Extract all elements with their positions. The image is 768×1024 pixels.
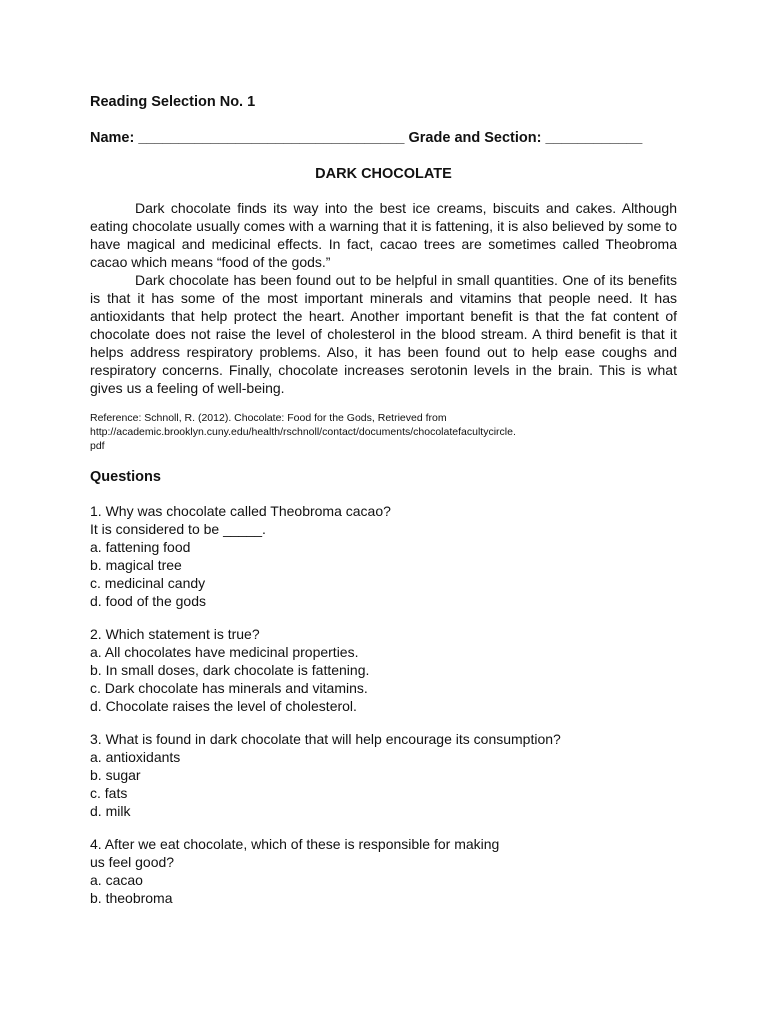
reference-line-1: Reference: Schnoll, R. (2012). Chocolate: Food for the Gods, Retrieved from [90,412,447,424]
name-label: Name: [90,130,135,146]
passage-paragraph-2: Dark chocolate has been found out to be helpful in small quantities. One of its benefits is that it has some of the most important minerals and vitamins that people need. It has antioxidants that help protect the heart. Another important benefit is that the fat content of chocolate does not raise the level of cholesterol in the blood stream. A third benefit is that it helps address respiratory problems. Also, it has been found out to help ease coughs and respiratory concerns. Finally, chocolate increases serotonin levels in the brain. This is what gives us a feeling of well-being. [90,272,677,396]
answer-option: d. Chocolate raises the level of cholesterol. [90,698,357,714]
grade-section-blank: ____________ [545,130,643,146]
question-text: 3. What is found in dark chocolate that will help encourage its consumption? [90,731,561,747]
answer-option: b. magical tree [90,557,182,573]
passage-paragraph-1: Dark chocolate finds its way into the best ice creams, biscuits and cakes. Although eating chocolate usually comes with a warning that it is fattening, it is also believed by some to have magical and medicinal effects. In fact, cacao trees are sometimes called Theobroma cacao which means “food of the gods.” [90,200,677,270]
question-3 [90,730,677,820]
question-text: 2. Which statement is true? [90,626,260,642]
answer-option: a. All chocolates have medicinal properties. [90,644,359,660]
question-text: us feel good? [90,854,175,870]
passage [90,199,677,397]
answer-option: b. theobroma [90,890,173,906]
answer-option: d. milk [90,803,131,819]
question-1 [90,502,677,610]
selection-title: Reading Selection No. 1 [90,94,256,110]
grade-section-label: Grade and Section: [408,130,542,146]
answer-option: a. fattening food [90,539,191,555]
answer-option: b. sugar [90,767,141,783]
answer-option: c. Dark chocolate has minerals and vitamins. [90,680,368,696]
passage-title: DARK CHOCOLATE [315,166,452,182]
question-4 [90,835,677,907]
answer-option: c. fats [90,785,128,801]
answer-option: d. food of the gods [90,593,206,609]
question-text: 4. After we eat chocolate, which of these is responsible for making [90,836,500,852]
answer-option: a. antioxidants [90,749,181,765]
reference-url-end: pdf [90,440,105,452]
questions-heading: Questions [90,469,161,485]
name-blank: _________________________________ [138,130,405,146]
worksheet-page [90,92,677,907]
question-2 [90,625,677,715]
answer-option: a. cacao [90,872,143,888]
answer-option: c. medicinal candy [90,575,206,591]
question-text: It is considered to be _____. [90,521,266,537]
name-grade-line [90,128,677,148]
reference [90,411,677,453]
reference-url: http://academic.brooklyn.cuny.edu/health/rschnoll/contact/documents/chocolatefacultycircle. [90,426,516,438]
answer-option: b. In small doses, dark chocolate is fattening. [90,662,370,678]
question-text: 1. Why was chocolate called Theobroma cacao? [90,503,391,519]
